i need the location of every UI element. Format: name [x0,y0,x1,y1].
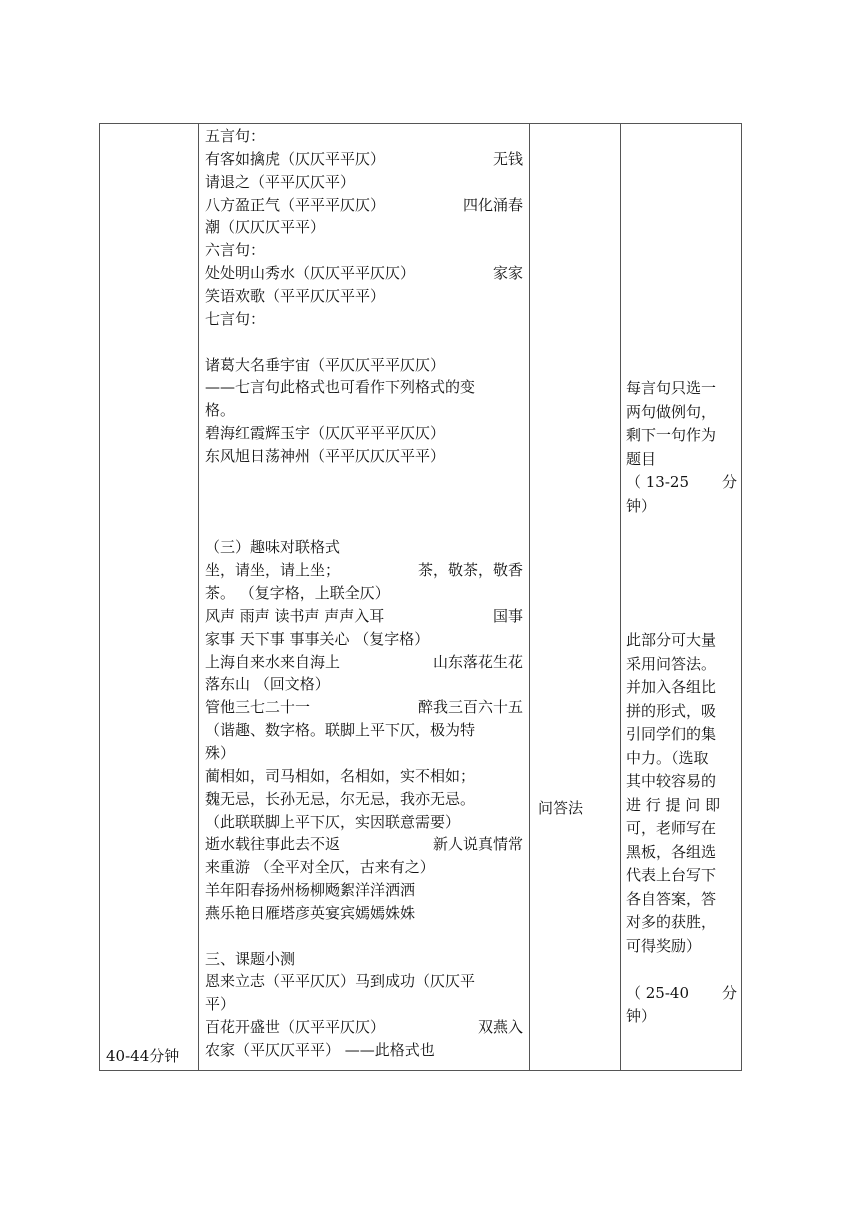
note-line: 采用问答法。 [626,654,717,673]
content-line-part: 家家 [492,264,523,283]
time-label: 40-44分钟 [106,1047,180,1065]
content-line: 来重游 （全平对全仄，古来有之） [205,858,435,877]
content-line-part: 茶，敬茶，敬香 [417,561,523,580]
content-line: 三、课题小测 [205,949,296,968]
content-line: 殊） [205,743,236,762]
content-line [205,559,523,582]
note-line: 并加入各组比 [626,678,717,696]
note-line [626,471,737,494]
content-line-part: 坐，请坐，请上坐； [205,561,341,580]
content-line-part: 风声 雨声 读书声 声声入耳 [205,606,385,625]
content-line: 魏无忌，长孙无忌，尔无忌，我亦无忌。 [205,789,476,808]
note-line: 黑板，各组选 [626,842,717,861]
note-line: 引同学们的集 [626,725,717,743]
method-cell [530,124,620,1070]
content-line-part: 有客如擒虎（仄仄平平仄） [205,149,386,168]
content-line [205,833,523,856]
note-line: 此部分可大量 [626,631,717,649]
content-line: （三）趣味对联格式 [205,538,341,557]
content-line: 蔺相如，司马相如，名相如，实不相如； [205,766,476,785]
content-line: 燕乐艳日雁塔彦英宴宾嫣嫣姝姝 [205,903,416,922]
note-line: 两句做例句， [626,402,717,421]
content-line: 落东山 （回文格） [205,675,330,694]
content-line [205,194,523,217]
content-line [205,262,523,285]
note-line: 进 行 提 问 即 [626,795,721,814]
content-line: 茶。 （复字格，上联全仄） [205,584,390,602]
note-line: 其中较容易的 [626,772,717,790]
notes-cell [621,124,742,1070]
note-line-part: 分 [721,983,737,1002]
note-line [626,982,737,1005]
content-line: 笑语欢歌（平平仄仄平平） [205,286,386,305]
note-line: 每言句只选一 [626,379,717,397]
content-line: 羊年阳春扬州杨柳飏絮洋洋洒洒 [205,881,416,900]
content-line-part: 新人说真情常 [432,835,523,854]
content-line [205,1016,523,1039]
content-line-part: 双燕入 [477,1018,523,1037]
note-line: 题目 [626,449,657,468]
lesson-table [99,123,742,1071]
content-line-part: 逝水载往事此去不返 [205,835,341,854]
content-line-part: 无钱 [492,149,523,168]
note-line: 代表上台写下 [626,866,717,884]
content-line: 农家（平仄仄平平） ——此格式也 [205,1041,435,1059]
content-line-part: 国事 [492,606,523,625]
note-line: 对多的获胜， [626,913,717,931]
note-line-part: （ 13-25 [626,473,690,491]
content-line-part: 处处明山秀水（仄仄平平仄仄） [205,264,416,283]
note-line: 各自答案，答 [626,889,717,908]
content-line: 东风旭日荡神州（平平仄仄仄平平） [205,446,446,465]
content-cell [199,124,529,1070]
content-line: 恩来立志（平平仄仄）马到成功（仄仄平 [205,972,476,991]
content-line: 六言句： [205,241,266,260]
content-line [205,148,523,171]
content-line-part: 醉我三百六十五 [417,698,523,717]
note-line: 中力。（选取 [626,748,709,767]
content-line: （此联联脚上平下仄，实因联意需要） [205,812,461,831]
content-line-part: 四化涌春 [462,195,523,214]
content-line [205,605,523,628]
note-line: 可得奖励） [626,936,702,955]
time-cell [100,124,198,1070]
content-line-part: 百花开盛世（仄平平仄仄） [205,1018,386,1037]
content-line [205,696,523,719]
note-line-part: 分 [721,473,737,491]
content-line-part: 管他三七二十一 [205,698,311,717]
content-line: 潮（仄仄仄平平） [205,218,326,237]
content-line: 格。 [205,401,236,420]
content-line: 碧海红霞辉玉宇（仄仄平平平仄仄） [205,424,446,443]
content-line [205,651,523,674]
note-line: 钟） [626,496,657,515]
content-line-part: 上海自来水来自海上 [205,652,341,671]
note-line-part: （ 25-40 [626,983,690,1002]
content-line: 请退之（平平仄仄平） [205,172,356,191]
note-line: 拼的形式，吸 [626,701,717,720]
content-line: 家事 天下事 事事关心 （复字格） [205,629,430,648]
method-label: 问答法 [538,799,584,817]
content-line: （谐趣、数字格。联脚上平下仄，极为特 [205,721,476,740]
note-line: 剩下一句作为 [626,426,717,444]
content-line: ——七言句此格式也可看作下列格式的变 [205,378,476,397]
content-line-part: 山东落花生花 [432,652,523,671]
note-line: 可，老师写在 [626,819,717,837]
content-line: 平） [205,995,236,1014]
content-line: 五言句： [205,127,266,145]
content-line: 七言句： [205,309,266,328]
content-line-part: 八方盈正气（平平平仄仄） [205,195,386,214]
content-line: 诸葛大名垂宇宙（平仄仄平平仄仄） [205,355,446,374]
note-line: 钟） [626,1007,657,1025]
